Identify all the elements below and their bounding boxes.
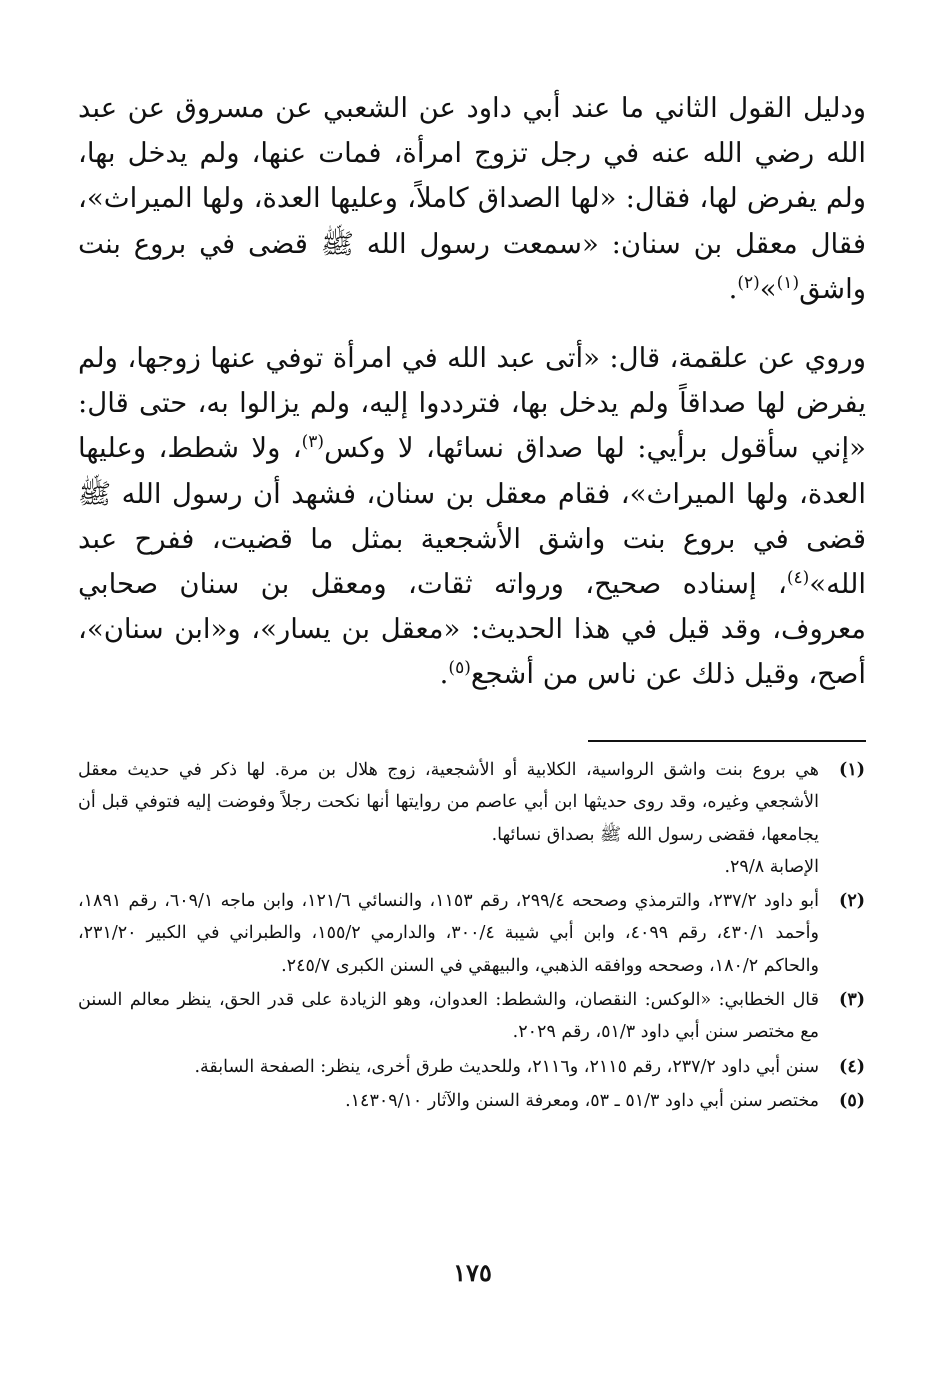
footnote-line: هي بروع بنت واشق الرواسية، الكلابية أو الأشجعية، زوج هلال بن مرة. لها ذكر في حديث معقل الأشجعي وغيره، وقد روى حديثها ابن أبي عاصم من روايتها أنها نكحت رجلاً وفوضت إليه فتوفي قبل أن يجامعها، فقضى رسول الله ﷺ بصداق نسائها. <box>78 760 819 845</box>
paragraph-1 <box>78 86 866 312</box>
footnote-line: الإصابة ٢٩/٨. <box>724 856 819 877</box>
footnote-number: (٣) <box>839 990 865 1011</box>
footnote-text <box>78 1051 819 1083</box>
footnote-1 <box>78 754 865 883</box>
paragraph-2-text-b: ، ولا شطط، وعليها العدة، ولها الميراث»، فقام معقل بن سنان، فشهد أن رسول الله ﷺ قضى في بروع بنت واشق الأشجعية بمثل ما قضيت، ففرح عبد الله» <box>78 432 866 601</box>
footnote-line: سنن أبي داود ٢٣٧/٢، رقم ٢١١٥، و٢١١٦، وللحديث طرق أخرى، ينظر: الصفحة السابقة. <box>194 1056 819 1077</box>
closing-quote: » <box>759 272 777 305</box>
footnote-5 <box>78 1085 865 1117</box>
footnote-3 <box>78 984 865 1049</box>
footnote-line: مختصر سنن أبي داود ٥١/٣ ـ ٥٣، ومعرفة السنن والآثار ١٤٣٠٩/١٠. <box>345 1090 819 1111</box>
footnote-ref-5[interactable]: (٥) <box>448 658 471 679</box>
footnote-text <box>78 885 819 982</box>
paragraph-2-end: . <box>439 658 449 691</box>
footnote-text <box>78 754 819 883</box>
paragraph-1-text: ودليل القول الثاني ما عند أبي داود عن الشعبي عن مسروق عن عبد الله رضي الله عنه في رجل تزوج امرأة، فمات عنها، ولم يدخل بها، ولم يفرض لها، فقال: «لها الصداق كاملاً، وعليها العدة، ولها الميراث»، فقال معقل بن سنان: «سمعت رسول الله ﷺ قضى في بروع بنت واشق <box>78 92 866 305</box>
footnote-text <box>78 984 819 1049</box>
footnote-number: (٥) <box>839 1090 865 1111</box>
footnote-2 <box>78 885 865 982</box>
main-text <box>78 86 866 698</box>
footnote-number: (٢) <box>839 891 865 912</box>
footnote-text <box>78 1085 819 1117</box>
footnote-ref-1[interactable]: (١) <box>776 272 800 293</box>
footnotes <box>78 754 865 1119</box>
footnote-divider <box>588 740 866 742</box>
footnote-line: قال الخطابي: «الوكس: النقصان، والشطط: العدوان، وهو الزيادة على قدر الحق، ينظر معالم السنن مع مختصر سنن أبي داود ٥١/٣، رقم ٢٠٢٩. <box>78 990 819 1043</box>
footnote-ref-4[interactable]: (٤) <box>786 567 810 588</box>
paragraph-2-text-c: ، إسناده صحيح، ورواته ثقات، ومعقل بن سنان صحابي معروف، وقد قيل في هذا الحديث: «معقل بن يسار»، و«ابن سنان»، أصح، وقيل ذلك عن ناس من أشجع <box>78 568 866 691</box>
footnote-number: (٤) <box>839 1056 865 1077</box>
footnote-number: (١) <box>839 760 865 780</box>
footnote-ref-2[interactable]: (٢) <box>737 272 760 293</box>
paragraph-2 <box>78 336 866 698</box>
footnote-ref-3[interactable]: (٣) <box>301 432 325 453</box>
footnote-4 <box>78 1051 865 1083</box>
paragraph-1-end: . <box>728 272 738 305</box>
footnote-line: أبو داود ٢٣٧/٢، والترمذي وصححه ٢٩٩/٤، رقم ١١٥٣، والنسائي ١٢١/٦، وابن ماجه ٦٠٩/١، رقم ١٨٩١، وأحمد ٤٣٠/١، رقم ٤٠٩٩، وابن أبي شيبة ٣٠٠/٤، والدارمي ١٥٥/٢، والطبراني في الكبير ٢٣١/٢٠، والحاكم ١٨٠/٢، وصححه ووافقه الذهبي، والبيهقي في السنن الكبرى ٢٤٥/٧. <box>78 891 819 976</box>
paragraph-2-text-a: وروي عن علقمة، قال: «أتى عبد الله في امرأة توفي عنها زوجها، ولم يفرض لها صداقاً ولم يدخل بها، فترددوا إليه، ولم يزالوا به، حتى قال: «إني سأقول برأيي: لها صداق نسائها، لا وكس <box>78 342 866 465</box>
page-number: ١٧٥ <box>453 1258 492 1287</box>
